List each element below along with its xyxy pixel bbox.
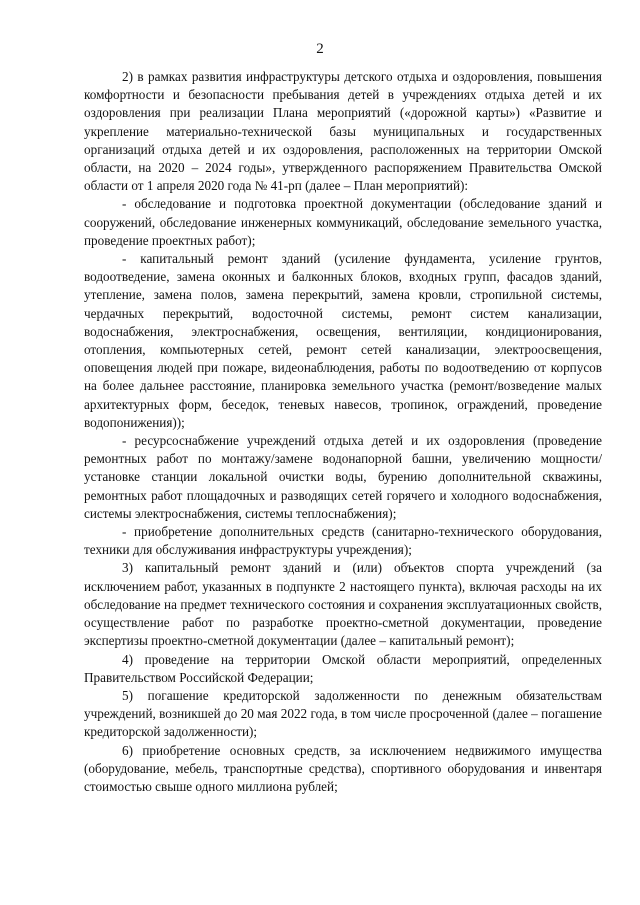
paragraph-item-2: 2) в рамках развития инфраструктуры детского отдыха и оздоровления, повышения комфортности и безопасности пребывания детей в учреждениях отдыха детей и их оздоровления при реализации Плана мероприятий («дорожной карты») «Развитие и укрепление материально-технической базы муниципальных и государственных организаций отдыха детей и их оздоровления, расположенных на территории Омской области, на 2020 – 2024 годы», утвержденного распоряжением Правительства Омской области от 1 апреля 2020 года № 41-рп (далее – План мероприятий): xyxy=(84,69,602,194)
document-body xyxy=(84,68,602,796)
paragraph-item-6: 6) приобретение основных средств, за исключением недвижимого имущества (оборудование, мебель, транспортные средства), спортивного оборудования и инвентаря стоимостью свыше одного миллиона рублей; xyxy=(84,742,602,794)
page-number: 2 xyxy=(316,41,324,57)
paragraph-item-3: 3) капитальный ремонт зданий и (или) объектов спорта учреждений (за исключением работ, указанных в подпункте 2 настоящего пункта), включая расходы на их обследование на предмет технического состояния и сохранения эксплуатационных свойств, осуществление работ по разработке проектно-сметной документации, проведение экспертизы проектно-сметной документации (далее – капитальный ремонт); xyxy=(84,560,602,649)
paragraph-item-5: 5) погашение кредиторской задолженности по денежным обязательствам учреждений, возникшей до 20 мая 2022 года, в том числе просроченной (далее – погашение кредиторской задолженности); xyxy=(84,687,602,740)
paragraph-item-4: 4) проведение на территории Омской области мероприятий, определенных Правительством Российской Федерации; xyxy=(84,651,602,685)
paragraph-resource-supply: - ресурсоснабжение учреждений отдыха детей и их оздоровления (проведение ремонтных работ по монтажу/замене водонапорной башни, увеличению мощности/установке станции локальной очистки воды, бурению дополнительной скважины, ремонтных работ площадочных и разводящих сетей горячего и холодного водоснабжения, системы электроснабжения, системы теплоснабжения); xyxy=(84,433,602,521)
paragraph-capital-repair-buildings: - капитальный ремонт зданий (усиление фундамента, усиление грунтов, водоотведение, замена оконных и балконных блоков, входных групп, фасадов зданий, утепление, замена полов, замена перекрытий, замена кровли, стропильной системы, чердачных перекрытий, водосточной системы, ремонт систем канализации, водоснабжения, электроснабжения, освещения, вентиляции, кондиционирования, отопления, компьютерных сетей, ремонт сетей канализации, электроосвещения, оповещения людей при пожаре, видеонаблюдения, работы по водоотведению от корпусов на более дальнее расстояние, планировка земельного участка (ремонт/возведение малых архитектурных форм, беседок, теневых навесов, тропинок, ограждений, проведение водопонижения)); xyxy=(84,251,602,430)
paragraph-additional-means: - приобретение дополнительных средств (санитарно-технического оборудования, техники для обслуживания инфраструктуры учреждения); xyxy=(84,524,602,558)
paragraph-survey-design: - обследование и подготовка проектной документации (обследование зданий и сооружений, обследование инженерных коммуникаций, обследование земельного участка, проведение проектных работ); xyxy=(84,196,602,248)
